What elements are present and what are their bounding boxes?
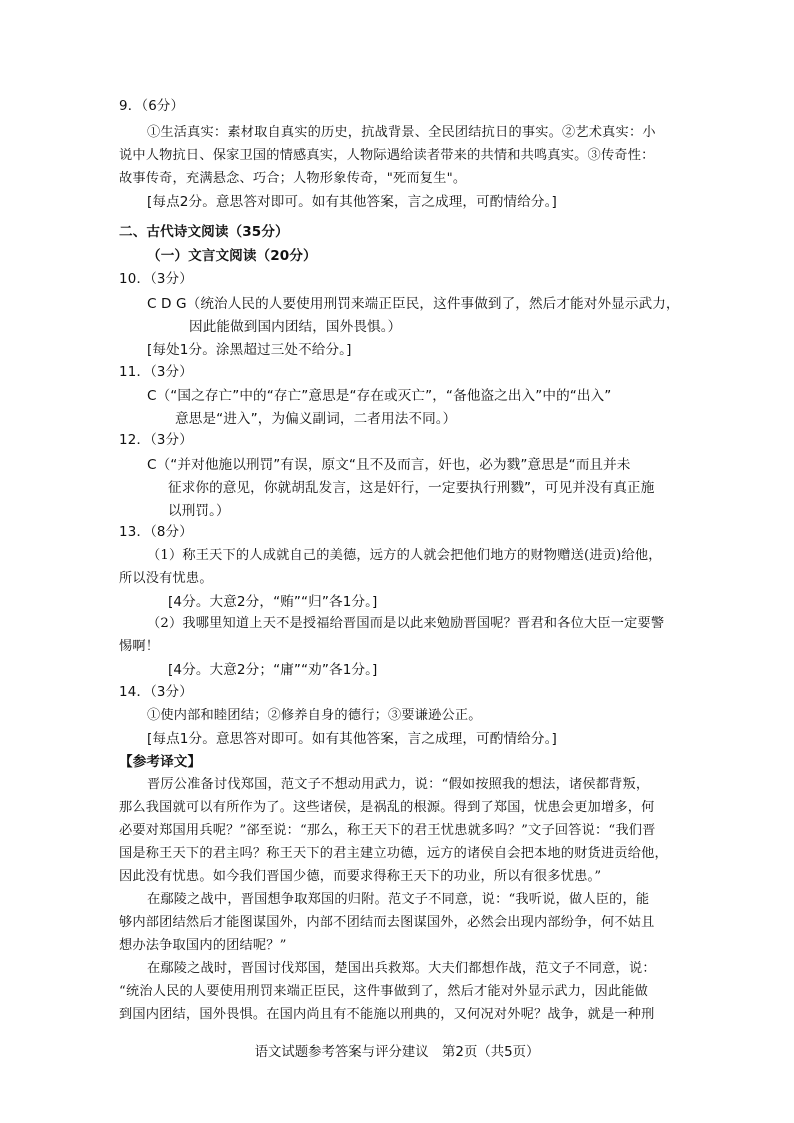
q9-scoring: [每点2分。意思答对即可。如有其他答案，言之成理，可酌情给分。] [147,194,557,210]
q13-part1-line: （1）称王天下的人成就自己的美德，远方的人就会把他们地方的财物赠送(进贡)给他， [147,548,662,563]
q13-part2-line: （2）我哪里知道上天不是授福给晋国而是以此来勉励晋国呢？晋君和各位大臣一定要警 [147,616,665,631]
q13-part1-scoring: [4分。大意2分，“贿”“归”各1分。] [168,594,378,610]
section2-heading: 二、古代诗文阅读（35分） [119,224,289,240]
translation-line: 晋厉公准备讨伐郑国，范文子不想动用武力，说：“假如按照我的想法，诸侯都背叛， [147,777,650,792]
q14-answer-line: ①使内部和睦团结；②修养自身的德行；③要谦逊公正。 [147,708,482,723]
translation-line: 想办法争取国内的团结呢？” [119,938,287,953]
q13-part2-scoring: [4分。大意2分；“庸”“劝”各1分。] [168,662,378,678]
translation-line: 到国内团结，国外畏惧。在国内尚且有不能施以刑典的，又何况对外呢？战争，就是一种刑 [119,1007,655,1022]
translation-line: 在鄢陵之战时，晋国讨伐郑国，楚国出兵救郑。大夫们都想作战，范文子不同意，说： [147,961,656,976]
q11-heading: 11．（3分） [119,365,193,380]
translation-line: 那么我国就可以有所作为了。这些诸侯，是祸乱的根源。得到了郑国，忧患会更加增多，何 [119,800,655,815]
section2-subheading: （一）文言文阅读（20分） [147,248,317,264]
q13-heading: 13．（8分） [119,525,193,540]
q9-answer-line: 说中人物抗日、保家卫国的情感真实，人物际遇给读者带来的共情和共鸣真实。③传奇性： [119,148,655,163]
translation-line: 国是称王天下的君主吗？称王天下的君主建立功德，远方的诸侯自会把本地的财货进贡给他， [119,846,668,861]
q10-scoring: [每处1分。涂黑超过三处不给分。] [147,342,352,358]
q11-answer-line: 意思是“进入”，为偏义副词，二者用法不同。） [175,411,457,427]
q10-answer-line: C D G（统治人民的人要使用刑罚来端正臣民，这件事做到了，然后才能对外显示武力， [147,296,680,312]
q12-answer-line: 以刑罚。） [168,503,230,519]
q12-answer-line: C（“并对他施以刑罚”有误，原文“且不及而言，奸也，必为戮”意思是“而且并未 [147,457,631,473]
translation-heading: 【参考译文】 [119,754,202,770]
q11-answer-line: C（“国之存亡”中的“存亡”意思是“存在或灭亡”，“备他盗之出入”中的“出入” [147,388,612,404]
q9-heading: 9．（6分） [119,99,185,114]
q10-answer-line: 因此能做到国内团结，国外畏惧。） [189,319,402,335]
q12-heading: 12．（3分） [119,433,193,448]
page-footer: 语文试题参考答案与评分建议 第2页（共5页） [254,1045,540,1060]
q14-scoring: [每点1分。意思答对即可。如有其他答案，言之成理，可酌情给分。] [147,731,557,747]
translation-line: 必要对郑国用兵呢？”郤至说：“那么，称王天下的君王忧患就多吗？”文子回答说：“我们晋 [119,823,656,838]
q14-heading: 14．（3分） [119,685,193,700]
translation-line: 因此没有忧患。如今我们晋国少德，而要求得称王天下的功业，所以有很多忧患。” [119,869,602,884]
q9-answer-line: ①生活真实：素材取自真实的历史，抗战背景、全民团结抗日的事实。②艺术真实：小 [147,125,656,140]
translation-line: 在鄢陵之战中，晋国想争取郑国的归附。范文子不同意，说：“我听说，做人臣的，能 [147,892,650,907]
q9-answer-line: 故事传奇，充满悬念、巧合；人物形象传奇，"死而复生"。 [119,171,467,186]
q12-answer-line: 征求你的意见，你就胡乱发言，这是奸行，一定要执行刑戮”，可见并没有真正施 [168,480,655,496]
q13-part1-line: 所以没有忧患。 [119,571,213,586]
q13-part2-line: 惕啊！ [119,639,160,654]
q10-heading: 10．（3分） [119,272,193,287]
translation-line: “统治人民的人要使用刑罚来端正臣民，这件事做到了，然后才能对外显示武力，因此能做 [119,984,649,999]
translation-line: 够内部团结然后才能图谋国外，内部不团结而去图谋国外，必然会出现内部纷争，何不姑且 [119,915,655,930]
